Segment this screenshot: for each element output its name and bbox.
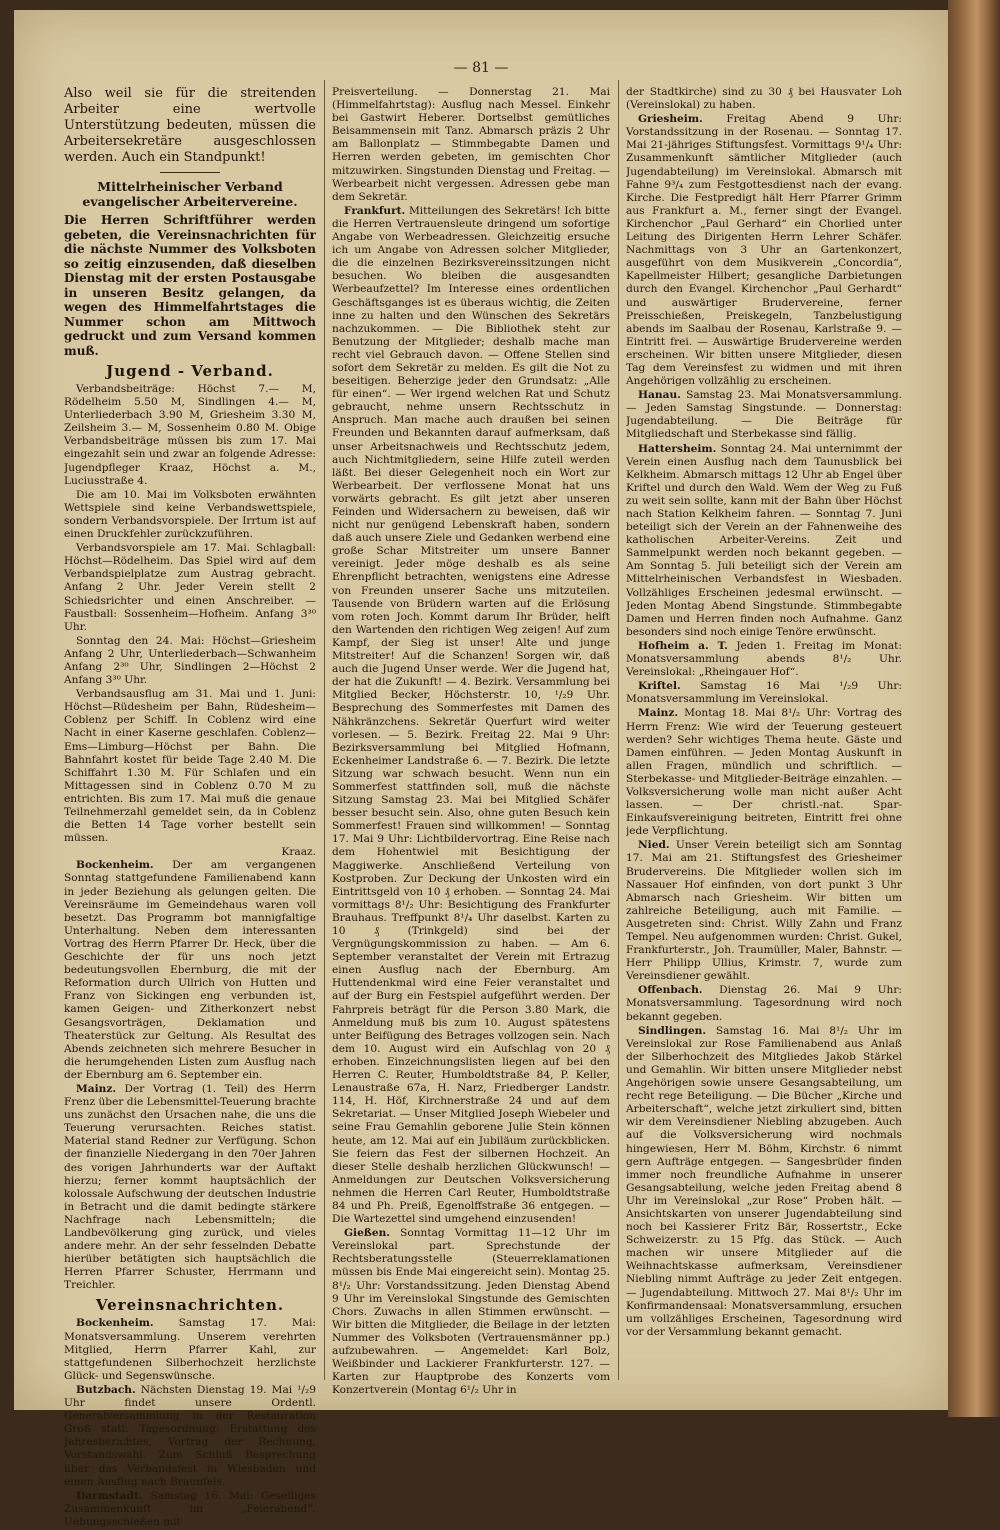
editorial-notice: Die Herren Schriftführer werden gebeten, die Vereinsnachrichten für die nächste Nummer des Volksboten so zeitig einzusenden, daß dieselben Dienstag mit der ersten Postausgabe in unseren Besitz gelangen, da wegen des Himmelfahrtstages die Nummer schon am Mittwoch gedruckt und zum Versand kommen muß. xyxy=(64,213,316,358)
column-3 xyxy=(626,86,902,1340)
place-name: Hattersheim. xyxy=(638,442,717,455)
column-rule xyxy=(618,80,619,1380)
divider xyxy=(160,172,220,173)
article-text: Der am vergangenen Sonntag stattgefundene Familienabend kann in jeder Beziehung als gelungen gelten. Die Vereinsräume im Gemeindehaus waren voll besetzt. Das Programm bot mannigfaltige Unterhaltung. Neben dem interessanten Vortrag des Herrn Pfarrer Dr. Heck, über die Geschichte der für uns noch jetzt bedeutungsvollen Ebernburg, die mit der Reformation durch Ullrich von Hutten und Franz von Sickingen eng verbunden ist, kamen Geigen- und Zitherkonzert nebst Gesangsvorträgen, Deklamation und Theaterstück zur Geltung. Als Resultat des Abends zeichneten sich mehrere Besucher in die herumgehenden Listen zum Ausflug nach der Ebernburg am 6. September ein. xyxy=(64,859,316,1081)
place-name: Bockenheim. xyxy=(76,1317,154,1330)
article-text: Montag 18. Mai 8¹/₂ Uhr: Vortrag des Herrn Frenz: Wie wird der Teuerung gesteuert werden? Sehr wichtiges Thema heute. Gäste und Damen einführen. — Jeden Montag Auskunft in allen Fragen, mündlich und schriftlich. — Sterbekasse- und Mitglieder-Beiträge einzahlen. — Volksversicherung wolle man nicht außer Acht lassen. — Der christl.-nat. Spar-Einkaufsvereinigung beitreten, Eintritt frei ohne jede Verpflichtung. xyxy=(626,707,902,838)
article-text: Sonntag Vormittag 11—12 Uhr im Vereinslokal part. Sprechstunde der Rechtsberatungsstelle (Steuerreklamationen müssen bis Ende Mai eingereicht sein). Montag 25. 8¹/₂ Uhr: Vorstandssitzung. Jeden Dienstag Abend 9 Uhr im Vereinslokal Singstunde des Gemischten Chors. Zuwachs in allen Stimmen erwünscht. — Wir bitten die Mitglieder, die Beilage in der letzten Nummer des Volksboten (Vertrauensmänner pp.) aufzubewahren. — Angemeldet: Karl Bolz, Weißbinder und Lackierer Frankfurterstr. 127. — Karten zur Hauptprobe des Konzerts vom Konzertverein (Montag 6¹/₂ Uhr in xyxy=(332,1227,610,1397)
place-name: Griesheim. xyxy=(638,113,703,126)
place-name: Sindlingen. xyxy=(638,1024,707,1037)
article-text: Samstag 16 Mai ¹/₂9 Uhr: Monatsversammlung im Vereinslokal. xyxy=(626,680,902,706)
article-text: Der Vortrag (1. Teil) des Herrn Frenz über die Lebensmittel-Teuerung brachte uns zunächst den Ursachen nahe, die uns die Teuerung verursachten. Reiches statist. Material stand Redner zur Verfügung. Schon der finanzielle Niedergang in den 70er Jahren des vorigen Jahrhunderts war der Auftakt hierzu; ferner kommt hauptsächlich der kolossale Aufschwung der deutschen Industrie in Betracht und die damit bedingte stärkere Nachfrage nach Lebensmitteln; die Landbevölkerung ging zurück, und vieles andere mehr. An der sehr fesselnden Debatte hierüber betätigten sich hauptsächlich die Herren Pfarrer Schuster, Herrmann und Treichler. xyxy=(64,1082,316,1292)
place-name: Darmstadt. xyxy=(76,1489,143,1502)
place-name: Frankfurt. xyxy=(344,204,406,217)
place-name: Bockenheim. xyxy=(76,859,154,872)
place-name: Nied. xyxy=(638,839,670,852)
article-text: Samstag 17. Mai: Monatsversammlung. Unserem verehrten Mitglied, Herrn Pfarrer Kahl, zur stattgefundenen Silberhochzeit herzlichste Glück- und Segenswünsche. xyxy=(64,1317,316,1382)
article-text: Dienstag 26. Mai 9 Uhr: Monatsversammlung. Tagesordnung wird noch bekannt gegeben. xyxy=(626,984,902,1023)
section-heading: Mittelrheinischer Verband evangelischer Arbeitervereine. xyxy=(82,179,298,209)
place-name: Butzbach. xyxy=(76,1383,136,1396)
article-text: Jeden 1. Freitag im Monat: Monatsversammlung abends 8¹/₂ Uhr. Vereinslokal: „Rheingauer Hof“. xyxy=(626,639,902,679)
place-name: Mainz. xyxy=(76,1082,117,1095)
signature: Kraaz. xyxy=(281,846,316,859)
place-name: Gießen. xyxy=(344,1227,390,1240)
article-text: Freitag Abend 9 Uhr: Vorstandssitzung in der Rosenau. — Sonntag 17. Mai 21-jähriges Stiftungsfest. Vormittags 9¹/₄ Uhr: Zusammenkunft sämtlicher Mitglieder (auch Jugendabteilung) im Vereinslokal. Abmarsch mit Fahne 9³/₄ zum Festgottesdienst nach der evang. Kirche. Die Festpredigt hält Herr Pfarrer Grimm aus Frankfurt a. M., ferner singt der Evangel. Kirchenchor „Paul Gerhard“ ein Chorlied unter Leitung des Dirigenten Herrn Lehrer Schäfer. Nachmittags von 3 Uhr an Gartenkonzert, ausgeführt von dem Musikverein „Concordia“, Kapellmeister Hilbert; gesangliche Darbietungen durch den Evangel. Kirchenchor „Paul Gerhardt“ und auswärtiger Brudervereine, ferner Preisschießen, Preiskegeln, Tanzbelustigung abends im Saalbau der Rosenau, Karlstraße 9. — Eintritt frei. — Auswärtige Brudervereine werden erscheinen. Wir bitten unsere Mitglieder, diesen Tag dem Vereinsfest zu widmen und mit ihren Angehörigen vollzählig zu erscheinen. xyxy=(626,113,902,388)
article-text: Samstag 16. Mai: Geselliges Zusammenkunft im „Feierabend“. Uebungsschießen mit xyxy=(64,1489,316,1528)
book-binding xyxy=(948,0,1000,1417)
column-rule xyxy=(324,80,325,1380)
article-paragraph: Verbandsvorspiele am 17. Mai. Schlagball: Höchst—Rödelheim. Das Spiel wird auf dem Verbandspielplatze zum Austrag gebracht. Anfang 2 Uhr. Jeder Verein stellt 2 Schiedsrichter und einen Anschreiber. — Faustball: Sossenheim—Hofheim. Anfang 3³⁰ Uhr. xyxy=(64,542,316,633)
place-name: Hanau. xyxy=(638,389,681,402)
article-text: Samstag 23. Mai Monatsversammlung. — Jeden Samstag Singstunde. — Donnerstag: Jugendabteilung. — Die Beiträge für Mitgliedschaft und Sterbekasse sind fällig. xyxy=(626,389,902,441)
lead-paragraph: Also weil sie für die streitenden Arbeiter eine wertvolle Unterstützung bedeuten, müssen die Arbeitersekretäre ausgeschlossen werden. Auch ein Standpunkt! xyxy=(64,86,316,165)
section-heading: Vereinsnachrichten. xyxy=(95,1296,285,1315)
place-name: Offenbach. xyxy=(638,984,703,997)
article-text: Nächsten Dienstag 19. Mai ¹/₂9 Uhr findet unsere Ordentl. Generalversammlung in der Restauration Groß statt. Tagesordnung: Erstattung des Jahresberichtes, Vortrag der Rechnung, Vorstandswahl. Zum Schluß Besprechung über das Verbandsfest in Wiesbaden und einen Ausflug nach Braunfels. xyxy=(64,1383,316,1488)
article-paragraph: Verbandsausflug am 31. Mai und 1. Juni: Höchst—Rüdesheim per Bahn, Rüdesheim—Coblenz per Schiff. In Coblenz wird eine Nacht in einer Kaserne geschlafen. Coblenz—Ems—Limburg—Höchst per Bahn. Die Bahnfahrt kostet für beide Tage 2.40 M. Die Schiffahrt 1.30 M. Für Schlafen und ein Mittagessen sind in Coblenz 0.70 M zu entrichten. Bis zum 17. Mai muß die genaue Teilnehmerzahl gemeldet sein, da in Coblenz die Betten 14 Tage vorher bestellt sein müssen. xyxy=(64,688,316,845)
place-name: Kriftel. xyxy=(638,680,681,693)
page-number: — 81 — xyxy=(453,60,509,76)
column-1 xyxy=(64,86,316,1530)
column-2 xyxy=(332,86,610,1398)
place-name: Mainz. xyxy=(638,707,679,720)
article-paragraph: Verbandsbeiträge: Höchst 7.— M, Rödelheim 5.50 M, Sindlingen 4.— M, Unterliederbach 3.90 M, Griesheim 3.30 M, Zeilsheim 3.— M, Sossenheim 0.80 M. Obige Verbandsbeiträge müssen bis zum 17. Mai eingezahlt sein und zwar an folgende Adresse: Jugendpfleger Kraaz, Höchst a. M., Luciusstraße 4. xyxy=(64,383,316,487)
article-paragraph: Preisverteilung. — Donnerstag 21. Mai (Himmelfahrtstag): Ausflug nach Messel. Einkehr bei Gastwirt Heberer. Dortselbst gemütliches Beisammensein mit Tanz. Abmarsch präzis 2 Uhr am Ballonplatz — Stimmbegabte Damen und Herren werden gebeten, im gemischten Chor mitzuwirken. Singstunden Dienstag und Freitag. — Werbearbeit nicht vergessen. Adressen gebe man dem Sekretär. xyxy=(332,86,610,203)
place-name: Hofheim a. T. xyxy=(638,639,728,652)
article-paragraph: der Stadtkirche) sind zu 30 ₰ bei Hausvater Loh (Vereinslokal) zu haben. xyxy=(626,86,902,112)
article-paragraph: Die am 10. Mai im Volksboten erwähnten Wettspiele sind keine Verbandswettspiele, sondern Verbandsvorspiele. Der Irrtum ist auf einen Druckfehler zurückzuführen. xyxy=(64,488,316,541)
article-text: Samstag 16. Mai 8¹/₂ Uhr im Vereinslokal zur Rose Familienabend aus Anlaß der Silberhochzeit des Mitgliedes Jakob Stärkel und Gemahlin. Wir bitten unsere Mitglieder nebst Angehörigen sowie unsere Gesangsabteilung, um recht rege Beteiligung. — Die Bücher „Kirche und Arbeiterschaft“, welche jetzt zirkuliert sind, bitten wir dem Vereinsdiener Niebling abzugeben. Auch auf die Volksversicherung wird nochmals hingewiesen, Herr M. Böhm, Kirchstr. 6 nimmt gern Aufträge entgegen. — Sangesbrüder finden immer noch freundliche Aufnahme in unserer Gesangsabteilung, welche jeden Freitag abend 8 Uhr im Vereinslokal „zur Rose“ Proben hält. — Ansichtskarten von unserer Jugendabteilung sind noch bei Kassierer Fritz Bär, Rossertstr., Ecke Schweizerstr. zu 15 Pfg. das Stück. — Auch machen wir unsere Mitglieder auf die Weihnachtskasse aufmerksam, Vereinsdiener Niebling nimmt Aufträge zu jeder Zeit entgegen. — Jugendabteilung. Mittwoch 27. Mai 8¹/₂ Uhr im Konfirmandensaal: Monatsversammlung, ersuchen um vollzähliges Erscheinen, Tagesordnung wird vor der Versammlung bekannt gemacht. xyxy=(626,1024,902,1338)
section-heading: Jugend - Verband. xyxy=(106,362,274,380)
article-text: Unser Verein beteiligt sich am Sonntag 17. Mai am 21. Stiftungsfest des Griesheimer Brudervereins. Die Mitglieder wollen sich im Nassauer Hof einfinden, von dort punkt 3 Uhr Abmarsch nach Griesheim. Wir bitten um zahlreiche Beteiligung, auch mit Familie. — Ausgetreten sind: Christ. Willy Zahn und Franz Tempel. Neu aufgenommen wurden: Christ. Gukel, Frankfurterstr., Joh. Traumüller, Maler, Bahnstr. — Herr Philipp Ullius, Krimstr. 7, wurde zum Vereinsdiener gewählt. xyxy=(626,839,902,983)
article-text: Sonntag 24. Mai unternimmt der Verein einen Ausflug nach dem Taunusblick bei Kelkheim. Abmarsch mittags 12 Uhr ab Engel über Kriftel und durch den Wald. Wem der Weg zu Fuß zu weit sein sollte, kann mit der Bahn über Höchst nach Station Kelkheim fahren. — Sonntag 7. Juni beteiligt sich der Verein an der Fahnenweihe des katholischen Arbeiter-Vereins. Zeit und Sammelpunkt werden noch bekannt gegeben. — Am Sonntag 5. Juli beteiligt sich der Verein am Mittelrheinischen Verbandsfest in Wiesbaden. Vollzähliges Erscheinen jedesmal erwünscht. — Jeden Montag Abend Singstunde. Stimmbegabte Damen und Herren finden noch Aufnahme. Ganz besonders sind noch einige Tenöre erwünscht. xyxy=(626,442,902,638)
article-text: Mitteilungen des Sekretärs! Ich bitte die Herren Vertrauensleute dringend um sofortige Angabe von Werbeadressen. Gleichzeitig ersuche ich um Angabe von Adressen solcher Mitglieder, die die einzelnen Bezirksvereinssitzungen nicht besuchen. Wo bleiben die ausgesandten Werbeaufzettel? Im Interesse eines ordentlichen Geschäftsganges ist es überaus wichtig, die Zeiten inne zu halten und den Wünschen des Sekretärs nachzukommen. — Die Bibliothek steht zur Benutzung der Mitglieder; deshalb mache man recht viel Gebrauch davon. — Offene Stellen sind sofort dem Sekretär zu melden. Es gilt die Not zu beseitigen. Beherzige jeder den Grundsatz: „Alle für einen“. — Wer irgend welchen Rat und Schutz gebraucht, nehme unsern Rechtsschutz in Anspruch. Man mache auch draußen bei seinen Freunden und Bekannten darauf aufmerksam, daß unser Arbeitsnachweis und Rechtsschutz jedem, auch Nichtmitgliedern, seine Hilfe zuteil werden läßt. Bei dieser Gelegenheit noch ein Wort zur Werbearbeit. Der verflossene Monat hat uns vorwärts gebracht. Es gilt jetzt aber unseren Feinden und Widersachern zu beweisen, daß wir nicht nur genügend Lebenskraft haben, sondern daß auch unsere Ziele und Gedanken werbend eine große Schar Mitstreiter um unsere Banner vereinigt. Jeder möge deshalb es als seine Ehrenpflicht betrachten, wenigstens eine Adresse von Freunden unserer Sache uns mitzuteilen. Tausende von Brüdern warten auf die Erlösung vom roten Joch. Kommt darum Ihr Brüder, helft den Wartenden den richtigen Weg zeigen! Auf zum Kampf, der Sieg ist unser! Alte und junge Mitstreiter! Auf die Schanzen! Sorgen wir, daß auch die Jugend Unser werde. Wer die Jugend hat, der hat die Zukunft! — 4. Bezirk. Versammlung bei Mitglied Becker, Höchsterstr. 10, ¹/₂9 Uhr. Besprechung des Sommerfestes mit Damen des Nähkränzchens. Sekretär Querfurt wird weiter vorlesen. — 5. Bezirk. Freitag 22. Mai 9 Uhr: Bezirksversammlung bei Mitglied Hofmann, Eckenheimer Landstraße 6. — 7. Bezirk. Die letzte Sitzung war schwach besucht. Wenn nun ein Sommerfest stattfinden soll, muß die nächste Sitzung Samstag 23. Mai bei Mitglied Schäfer besser besucht sein. Also, ohne guten Besuch kein Sommerfest! Frauen sind willkommen! — Sonntag 17. Mai 9 Uhr: Lichtbildervortrag. Eine Reise nach dem Hohentwiel mit Besichtigung der Maggiwerke. Anschließend Verteilung von Kostproben. Zur Deckung der Unkosten wird ein Eintrittsgeld von 10 ₰ erhoben. — Sonntag 24. Mai vormittags 8¹/₂ Uhr: Besichtigung des Frankfurter Brauhaus. Treffpunkt 8¹/₄ Uhr daselbst. Karten zu 10 ₰ (Trinkgeld) sind bei der Vergnügungskommission zu haben. — Am 6. September veranstaltet der Verein mit Ertrazug einen Ausflug nach der Ebernburg. Am Huttendenkmal wird eine Feier veranstaltet und auf der Burg ein Festspiel aufgeführt werden. Der Fahrpreis beträgt für die Person 3.80 Mark, die Anmeldung muß bis zum 10. August spätestens unter Beifügung des Betrages vollzogen sein. Nach dem 10. August wird ein Aufschlag von 20 ₰ erhoben. Einzeichnungslisten liegen auf bei den Herren C. Reuter, Humboldtstraße 84, P. Keller, Lenaustraße 67a, H. Narz, Friedberger Landstr. 114, H. Höf, Kirchnerstraße 24 und auf dem Sekretariat. — Unser Mitglied Joseph Wiebeler und seine Frau Gemahlin geborene Julie Stein können heute, am 12. Mai auf ein Jubiläum zurückblicken. Sie feiern das Fest der silbernen Hochzeit. An dieser Stelle deshalb herzlichen Glückwunsch! — Anmeldungen zur Deutschen Volksversicherung nehmen die Herren Carl Reuter, Humboldtstraße 84 und Ph. Preiß, Egenolffstraße 36 entgegen. — Die Wartezettel sind umgehend einzusenden! xyxy=(332,204,610,1226)
article-paragraph: Sonntag den 24. Mai: Höchst—Griesheim Anfang 2 Uhr, Unterliederbach—Schwanheim Anfang 2³⁰ Uhr, Sindlingen 2—Höchst 2 Anfang 3³⁰ Uhr. xyxy=(64,634,316,687)
newspaper-page xyxy=(14,10,948,1528)
